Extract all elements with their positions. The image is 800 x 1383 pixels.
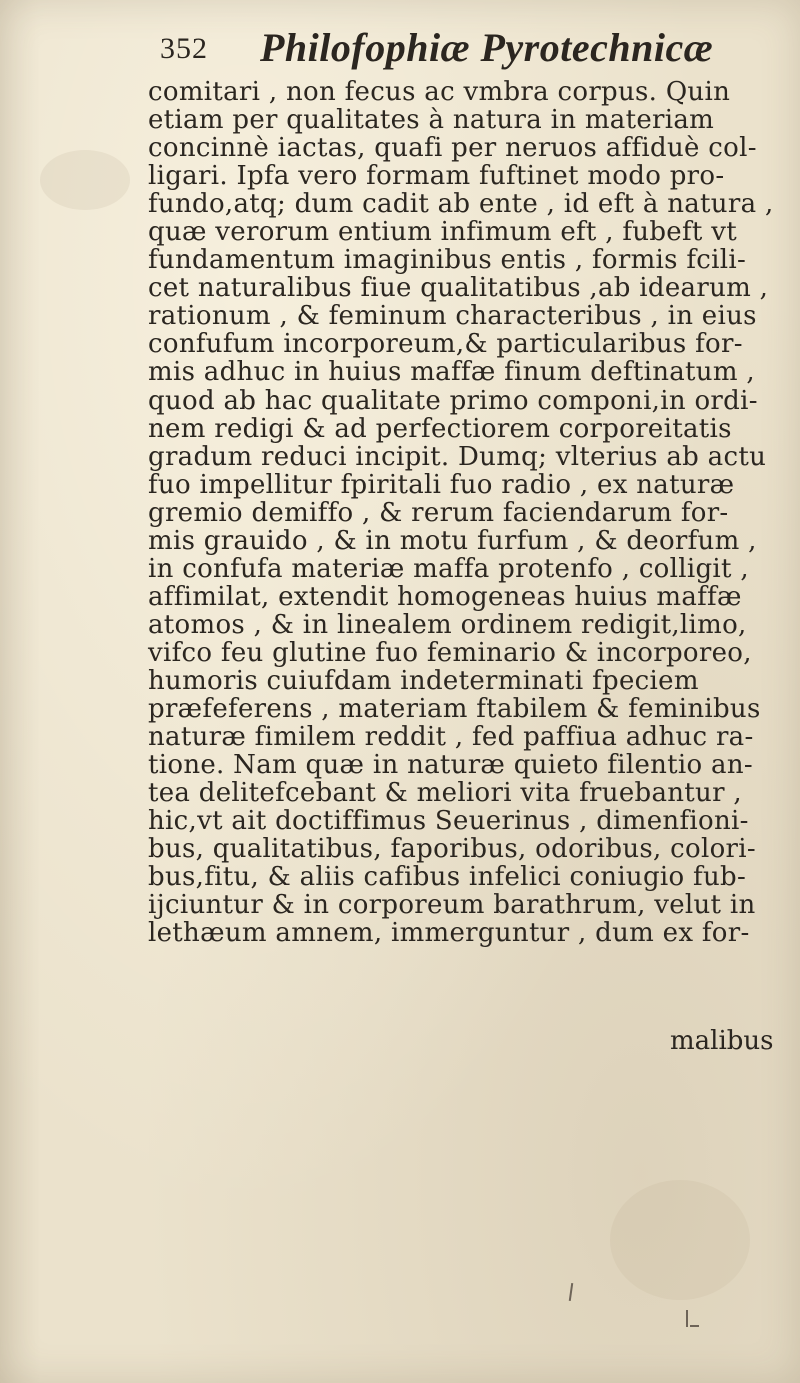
text-line: hic,vt ait doctiffimus Seuerinus , dimenfioni-: [148, 806, 749, 837]
running-title: Philofophiæ Pyrotechnicæ: [260, 25, 714, 70]
ink-mark: [686, 1310, 688, 1327]
text-line: cet naturalibus fiue qualitatibus ,ab idearum ,: [148, 273, 769, 304]
text-line: comitari , non fecus ac vmbra corpus. Quin: [148, 77, 731, 107]
text-line: in confufa materiæ maffa protenfo , colligit ,: [148, 553, 749, 584]
text-line: naturæ fimilem reddit , fed paffiua adhuc ra-: [148, 722, 754, 753]
text-line: fundo,atq; dum cadit ab ente , id eft à natura ,: [148, 189, 774, 220]
text-line: bus,fitu, & aliis cafibus infelici coniugio fub-: [148, 862, 747, 893]
text-line: ligari. Ipfa vero formam fuftinet modo pro-: [148, 161, 725, 192]
text-line: mis grauido , & in motu furfum , & deorfum ,: [148, 525, 757, 556]
ink-mark: [569, 1283, 573, 1301]
text-line: vifco feu glutine fuo feminario & incorporeo,: [148, 637, 752, 668]
text-line: lethæum amnem, immerguntur , dum ex for-: [148, 918, 750, 949]
text-line: præfeferens , materiam ftabilem & feminibus: [148, 694, 761, 725]
text-line: humoris cuiufdam indeterminati fpeciem: [148, 665, 699, 696]
paper-stain: [610, 1180, 750, 1300]
text-line: affimilat, extendit homogeneas huius maffæ: [148, 581, 742, 612]
text-line: quæ verorum entium infimum eft , fubeft vt: [148, 217, 737, 248]
body-text: [148, 78, 788, 947]
text-line: fundamentum imaginibus entis , formis fcili-: [148, 245, 747, 276]
catchword: malibus: [670, 1026, 774, 1056]
text-line: fuo impellitur fpiritali fuo radio , ex naturæ: [148, 469, 735, 500]
text-line: ijciuntur & in corporeum barathrum, velut in: [148, 890, 756, 921]
text-line: confufum incorporeum,& particularibus for-: [148, 329, 743, 360]
paper-stain: [40, 150, 130, 210]
text-line: quod ab hac qualitate primo componi,in ordi-: [148, 385, 758, 416]
text-line: etiam per qualitates à natura in materiam: [148, 105, 715, 136]
text-line: concinnè iactas, quafi per neruos affiduè col-: [148, 133, 757, 164]
text-line: atomos , & in linealem ordinem redigit,limo,: [148, 609, 747, 640]
page-header: [160, 22, 720, 72]
text-line: nem redigi & ad perfectiorem corporeitatis: [148, 413, 732, 444]
text-line: bus, qualitatibus, faporibus, odoribus, colori-: [148, 834, 756, 865]
text-line: tione. Nam quæ in naturæ quieto filentio an-: [148, 750, 753, 781]
text-line: gradum reduci incipit. Dumq; vlterius ab actu: [148, 441, 767, 472]
text-line: mis adhuc in huius maffæ finum deftinatum ,: [148, 357, 755, 388]
text-line: tea delitefcebant & meliori vita fruebantur ,: [148, 778, 742, 809]
text-line: rationum , & feminum characteribus , in eius: [148, 301, 757, 332]
ink-mark: [690, 1325, 699, 1327]
page-number: 352: [160, 32, 208, 65]
text-line: gremio demiffo , & rerum faciendarum for-: [148, 497, 729, 528]
